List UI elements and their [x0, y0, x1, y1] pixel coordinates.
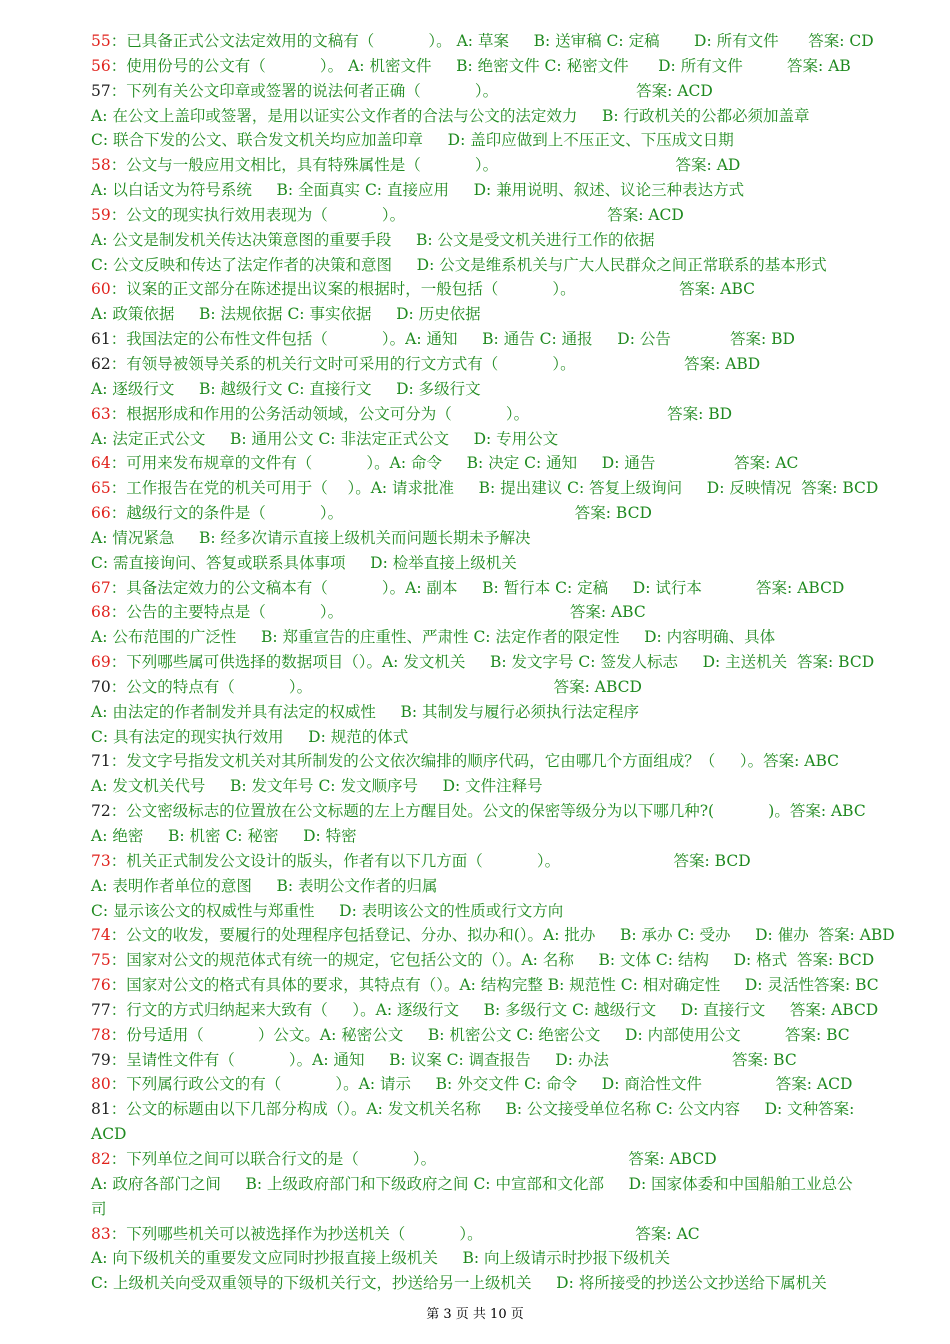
question-text: 司 [91, 1199, 107, 1218]
question-line [91, 849, 911, 874]
question-line [91, 327, 911, 352]
question-line [91, 998, 911, 1023]
question-number: 75 [91, 951, 111, 970]
question-line [91, 54, 911, 79]
question-text: ：有领导被领导关系的机关行文时可采用的行文方式有（ ）。 答案: ABD [110, 354, 761, 373]
question-options-line [91, 1271, 911, 1296]
question-line [91, 1023, 911, 1048]
question-options-line [91, 874, 911, 899]
question-number: 72 [91, 802, 111, 821]
question-line [91, 749, 911, 774]
question-number: 81 [91, 1100, 111, 1119]
question-number: 74 [91, 926, 111, 945]
question-line [91, 1097, 911, 1122]
question-options-line [91, 427, 911, 452]
question-text: C: 公文反映和传达了法定作者的决策和意图 D: 公文是维系机关与广大人民群众之间正常联系的基本形式 [91, 255, 827, 274]
question-line [91, 1072, 911, 1097]
question-text: A: 情况紧急 B: 经多次请示直接上级机关而问题长期未予解决 [91, 528, 531, 547]
question-line [91, 923, 911, 948]
question-options-line [91, 551, 911, 576]
question-text: ：公文的现实执行效用表现为（ ）。 答案: ACD [110, 205, 684, 224]
question-line [91, 576, 911, 601]
question-text: ：下列哪些机关可以被选择作为抄送机关（ ）。 答案: AC [110, 1224, 700, 1243]
question-number: 80 [91, 1075, 111, 1094]
question-number: 59 [91, 205, 111, 224]
question-options-line [91, 725, 911, 750]
question-text: ACD [91, 1125, 127, 1144]
question-number: 70 [91, 677, 111, 696]
question-text: A: 政策依据 B: 法规依据 C: 事实依据 D: 历史依据 [91, 305, 481, 324]
question-number: 60 [91, 280, 111, 299]
question-line [91, 402, 911, 427]
question-text: A: 表明作者单位的意图 B: 表明公文作者的归属 [91, 876, 438, 895]
question-text: ：公文密级标志的位置放在公文标题的左上方醒目处。公文的保密等级分为以下哪几种?( )。答案: ABC [110, 802, 866, 821]
question-options-line [91, 899, 911, 924]
question-text: C: 需直接询问、答复或联系具体事项 D: 检举直接上级机关 [91, 553, 517, 572]
question-number: 67 [91, 578, 111, 597]
question-text: ：工作报告在党的机关可用于（ ）。A: 请求批准 B: 提出建议 C: 答复上级询问 D: 反映情况 答案: BCD [110, 479, 879, 498]
question-number: 61 [91, 330, 111, 349]
question-text: ：行文的方式归纳起来大致有（ ）。A: 逐级行文 B: 多级行文 C: 越级行文 D: 直接行文 答案: ABCD [110, 1000, 879, 1019]
question-text: C: 联合下发的公文、联合发文机关均应加盖印章 D: 盖印应做到上不压正文、下压成文日期 [91, 131, 734, 150]
question-text: A: 发文机关代号 B: 发文年号 C: 发文顺序号 D: 文件注释号 [91, 777, 543, 796]
question-number: 71 [91, 752, 111, 771]
question-number: 62 [91, 354, 111, 373]
question-text: ：下列单位之间可以联合行文的是（ ）。 答案: ABCD [110, 1149, 717, 1168]
question-text: ：份号适用（ ）公文。A: 秘密公文 B: 机密公文 C: 绝密公文 D: 内部使用公文 答案: BC [110, 1025, 850, 1044]
question-text: A: 向下级机关的重要发文应同时抄报直接上级机关 B: 向上级请示时抄报下级机关 [91, 1249, 671, 1268]
question-text: ：呈请性文件有（ ）。A: 通知 B: 议案 C: 调查报告 D: 办法 答案: BC [110, 1050, 797, 1069]
question-text: ：公文的标题由以下几部分构成（）。A: 发文机关名称 B: 公文接受单位名称 C: 公文内容 D: 文种答案: [110, 1100, 855, 1119]
question-options-line [91, 526, 911, 551]
question-number: 55 [91, 32, 111, 50]
question-number: 77 [91, 1000, 111, 1019]
question-line [91, 973, 911, 998]
question-text: ：公告的主要特点是（ ）。 答案: ABC [110, 603, 646, 622]
question-number: 78 [91, 1025, 111, 1044]
question-line [91, 650, 911, 675]
question-options-line [91, 1172, 911, 1197]
question-options-line [91, 128, 911, 153]
question-text: ：下列哪些属可供选择的数据项目（）。A: 发文机关 B: 发文字号 C: 签发人标志 D: 主送机关 答案: BCD [110, 653, 875, 672]
question-number: 57 [91, 81, 111, 100]
question-text: A: 由法定的作者制发并具有法定的权威性 B: 其制发与履行必须执行法定程序 [91, 702, 640, 721]
question-text: ：发文字号指发文机关对其所制发的公文依次编排的顺序代码，它由哪几个方面组成？（ ）。答案: ABC [110, 752, 840, 771]
question-options-line [91, 824, 911, 849]
question-line [91, 1222, 911, 1247]
question-options-line [91, 700, 911, 725]
question-text: C: 具有法定的现实执行效用 D: 规范的体式 [91, 727, 409, 746]
question-text: A: 在公文上盖印或签署，是用以证实公文作者的合法与公文的法定效力 B: 行政机关的公都必须加盖章 [91, 106, 810, 125]
question-number: 66 [91, 504, 111, 523]
question-options-line [91, 253, 911, 278]
question-line [91, 153, 911, 178]
question-text: ：可用来发布规章的文件有（ ）。A: 命令 B: 决定 C: 通知 D: 通告 答案: AC [110, 454, 799, 473]
question-number: 76 [91, 976, 111, 995]
question-text: ：具备法定效力的公文稿本有（ ）。A: 副本 B: 暂行本 C: 定稿 D: 试行本 答案: ABCD [110, 578, 845, 597]
question-line [91, 1048, 911, 1073]
page-footer: 第 3 页 共 10 页 [426, 1307, 524, 1322]
question-number: 63 [91, 404, 111, 423]
question-text: C: 显示该公文的权威性与郑重性 D: 表明该公文的性质或行文方向 [91, 901, 564, 920]
question-text: ：越级行文的条件是（ ）。 答案: BCD [110, 504, 652, 523]
question-line [91, 600, 911, 625]
question-text: A: 逐级行文 B: 越级行文 C: 直接行文 D: 多级行文 [91, 379, 481, 398]
question-options-line [91, 774, 911, 799]
question-text: ：根据形成和作用的公务活动领域，公文可分为（ ）。 答案: BD [110, 404, 733, 423]
question-text: ：公文的特点有（ ）。 答案: ABCD [110, 677, 642, 696]
question-line [91, 79, 911, 104]
question-text: ：国家对公文的格式有具体的要求，其特点有（）。A: 结构完整 B: 规范性 C: 相对确定性 D: 灵活性答案: BC [110, 976, 879, 995]
question-text: A: 政府各部门之间 B: 上级政府部门和下级政府之间 C: 中宣部和文化部 D: 国家体委和中国船舶工业总公 [91, 1174, 853, 1193]
question-text: ：下列属行政公文的有（ ）。A: 请示 B: 外交文件 C: 命令 D: 商洽性文件 答案: ACD [110, 1075, 853, 1094]
question-options-line [91, 178, 911, 203]
question-text: ：公文的收发，要履行的处理程序包括登记、分办、拟办和(）。A: 批办 B: 承办 C: 受办 D: 催办 答案: ABD [110, 926, 895, 945]
question-number: 79 [91, 1050, 111, 1069]
question-list [91, 29, 911, 1296]
question-text: A: 绝密 B: 机密 C: 秘密 D: 特密 [91, 827, 357, 845]
question-line [91, 501, 911, 526]
question-line [91, 948, 911, 973]
question-text: ：国家对公文的规范体式有统一的规定，它包括公文的（）。A: 名称 B: 文体 C: 结构 D: 格式 答案: BCD [110, 951, 875, 970]
question-number: 69 [91, 653, 111, 672]
question-text: ：公文与一般应用文相比，具有特殊属性是（ ）。 答案: AD [110, 156, 741, 175]
question-number: 68 [91, 603, 111, 622]
question-options-line [91, 625, 911, 650]
question-text: ：我国法定的公布性文件包括（ ）。A: 通知 B: 通告 C: 通报 D: 公告 答案: BD [110, 330, 795, 349]
question-line [91, 799, 911, 824]
question-line [91, 29, 911, 54]
question-number: 64 [91, 454, 111, 473]
question-line [91, 352, 911, 377]
question-number: 82 [91, 1149, 111, 1168]
question-options-line [91, 1246, 911, 1271]
question-text: ：议案的正文部分在陈述提出议案的根据时，一般包括（ ）。 答案: ABC [110, 280, 756, 299]
question-line [91, 277, 911, 302]
question-line [91, 675, 911, 700]
question-line [91, 1147, 911, 1172]
question-options-line [91, 1122, 911, 1147]
question-number: 73 [91, 851, 111, 870]
question-text: C: 上级机关向受双重领导的下级机关行文，抄送给另一上级机关 D: 将所接受的抄送公文抄送给下属机关 [91, 1274, 827, 1293]
question-text: ：下列有关公文印章或签署的说法何者正确（ ）。 答案: ACD [110, 81, 713, 100]
question-text: ：使用份号的公文有（ ）。 A: 机密文件 B: 绝密文件 C: 秘密文件 D: 所有文件 答案: AB [110, 56, 851, 75]
question-text: ：已具备正式公文法定效用的文稿有（ ）。 A: 草案 B: 送审稿 C: 定稿 D: 所有文件 答案: CD [110, 32, 874, 50]
question-text: A: 法定正式公文 B: 通用公文 C: 非法定正式公文 D: 专用公文 [91, 429, 559, 448]
question-text: ：机关正式制发公文设计的版头，作者有以下几方面（ ）。 答案: BCD [110, 851, 751, 870]
question-line [91, 451, 911, 476]
question-text: A: 公文是制发机关传达决策意图的重要手段 B: 公文是受文机关进行工作的依据 [91, 230, 655, 249]
question-options-line [91, 1197, 911, 1222]
question-number: 65 [91, 479, 111, 498]
question-number: 58 [91, 156, 111, 175]
question-number: 56 [91, 56, 111, 75]
question-options-line [91, 377, 911, 402]
question-options-line [91, 228, 911, 253]
question-number: 83 [91, 1224, 111, 1243]
question-line [91, 203, 911, 228]
question-options-line [91, 104, 911, 129]
question-line [91, 476, 911, 501]
question-options-line [91, 302, 911, 327]
question-text: A: 公布范围的广泛性 B: 郑重宣告的庄重性、严肃性 C: 法定作者的限定性 D: 内容明确、具体 [91, 628, 776, 647]
question-text: A: 以白话文为符号系统 B: 全面真实 C: 直接应用 D: 兼用说明、叙述、议论三种表达方式 [91, 181, 745, 200]
